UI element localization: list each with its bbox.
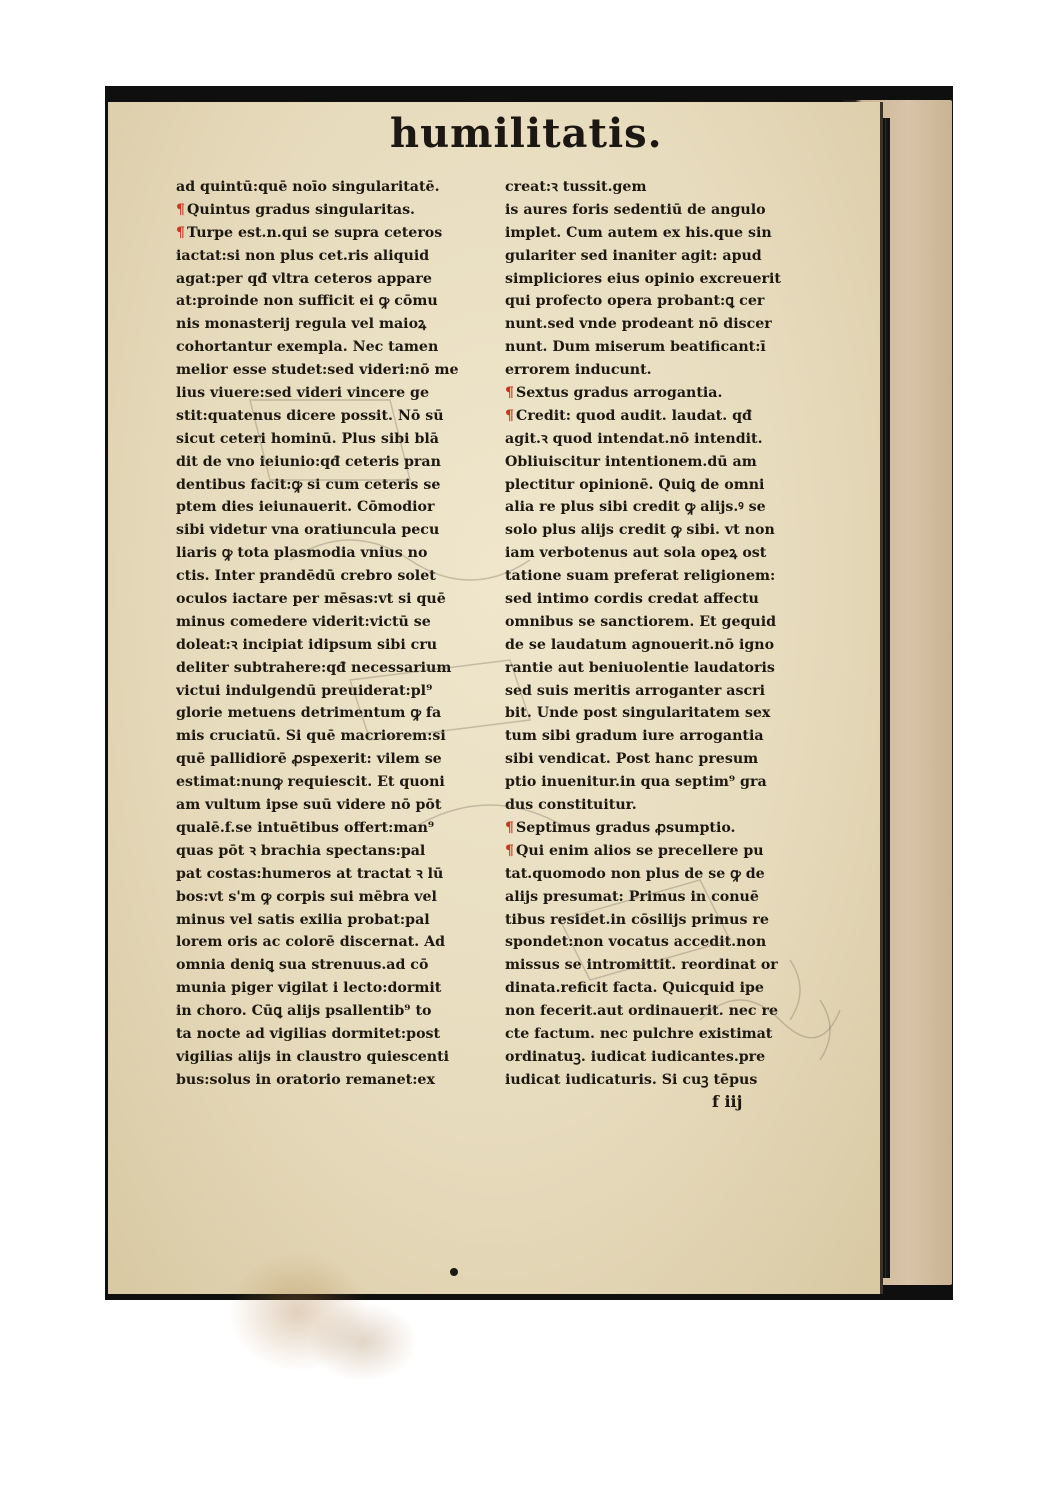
text-line-content: quas pōt ꝛ brachia spectans:pal (176, 842, 426, 859)
text-line-content: quē pallidiorē ꝓspexerit: vilem se (176, 751, 442, 768)
text-line-content: alia re plus sibi credit ꝙ alijs.ꝰ se (505, 499, 766, 516)
text-line (176, 382, 488, 405)
text-line-content: Obliuiscitur intentionem.dū am (505, 453, 757, 470)
text-line-content: nis monasterij regula vel maioꝝ (176, 316, 427, 333)
text-line (176, 817, 488, 840)
text-line (505, 199, 817, 222)
text-line-content: alijs presumat: Primus in conuē (505, 888, 759, 905)
rubric-pilcrow-icon: ¶ (505, 407, 515, 424)
text-line (176, 405, 488, 428)
text-line-content: victui indulgendū preuiderat:pl⁹ (176, 682, 433, 699)
text-line (505, 977, 817, 1000)
text-line (505, 588, 817, 611)
text-line-content: bus:solus in oratorio remanet:ex (176, 1071, 435, 1088)
text-line-content: dit de vno ieiunio:qđ ceteris pran (176, 453, 441, 470)
text-line (505, 451, 817, 474)
text-line-content: omnibus se sanctiorem. Et gequid (505, 613, 777, 630)
text-line (505, 909, 817, 932)
text-line (176, 748, 488, 771)
text-line (176, 268, 488, 291)
text-line (505, 794, 817, 817)
text-line-content: non fecerit.aut ordinauerit. nec re (505, 1003, 778, 1020)
text-line (505, 313, 817, 336)
text-line (176, 588, 488, 611)
text-line (505, 611, 817, 634)
rubric-pilcrow-icon: ¶ (176, 201, 186, 218)
text-line (176, 336, 488, 359)
text-line-content: simpliciores eius opinio excreuerit (505, 270, 781, 287)
text-line-content: ctis. Inter prandēdū crebro solet (176, 568, 436, 585)
text-line-content: dinata.reficit facta. Quicquid ipe (505, 980, 764, 997)
text-line (176, 634, 488, 657)
text-line-content: Sextus gradus arrogantia. (516, 385, 723, 402)
text-line-content: pat costas:humeros at tractat ꝛ lū (176, 865, 444, 882)
text-line (176, 1000, 488, 1023)
text-line-content: iactat:si non plus cet.ris aliquid (176, 247, 430, 264)
text-line (505, 1023, 817, 1046)
text-line (505, 1069, 817, 1092)
text-line (176, 359, 488, 382)
text-line-content: gulariter sed inaniter agit: apud (505, 247, 762, 264)
text-line (176, 428, 488, 451)
text-column-right (505, 176, 817, 1092)
text-line (176, 680, 488, 703)
text-line-content: in choro. Cūꝗ alijs psallentib⁹ to (176, 1003, 432, 1020)
rubric-pilcrow-icon: ¶ (176, 224, 186, 241)
text-line-content: doleat:ꝛ incipiat idipsum sibi cru (176, 636, 438, 653)
text-line-content: estimat:nunꝙ requiescit. Et quoni (176, 774, 445, 791)
text-line-content: glorie metuens detrimentum ꝙ fa (176, 705, 442, 722)
text-line (505, 840, 817, 863)
text-line-content: iudicat iudicaturis. Si cuꝫ tēpus (505, 1071, 758, 1088)
text-line (176, 222, 488, 245)
text-line-content: is aures foris sedentiū de angulo (505, 201, 766, 218)
text-line (176, 931, 488, 954)
text-line (176, 451, 488, 474)
text-line-content: tat.quomodo non plus de se ꝙ de (505, 865, 765, 882)
text-line-content: ptio inuenitur.in qua septim⁹ gra (505, 774, 767, 791)
text-line-content: de se laudatum agnouerit.nō igno (505, 636, 775, 653)
text-line-content: nunt.sed vnde prodeant nō discer (505, 316, 772, 333)
text-line (176, 1046, 488, 1069)
text-line-content: errorem inducunt. (505, 362, 652, 379)
text-line-content: vigilias alijs in claustro quiescenti (176, 1048, 450, 1065)
text-line (505, 863, 817, 886)
text-line (505, 519, 817, 542)
text-line (505, 382, 817, 405)
text-line-content: spondet:non vocatus accedit.non (505, 934, 767, 951)
text-line-content: missus se intromittit. reordinat or (505, 957, 778, 974)
text-line-content: nunt. Dum miserum beatificant:ī (505, 339, 766, 356)
text-line-content: ad quintū:quē noīo singularitatē. (176, 179, 440, 195)
text-line-content: sed intimo cordis credat affectu (505, 591, 759, 608)
text-line (176, 542, 488, 565)
water-stain (308, 1302, 418, 1382)
text-line (176, 1069, 488, 1092)
text-line-content: ptem dies ieiunauerit. Cōmodior (176, 499, 435, 516)
text-line-content: liaris ꝙ tota plasmodia vnius no (176, 545, 428, 562)
text-line-content: omnia deniꝗ sua strenuus.ad cō (176, 957, 429, 974)
text-line (176, 702, 488, 725)
text-line (505, 886, 817, 909)
text-line (176, 977, 488, 1000)
text-line (176, 840, 488, 863)
rubric-pilcrow-icon: ¶ (505, 385, 515, 402)
running-head-title: humilitatis. (390, 110, 663, 157)
text-line (505, 1000, 817, 1023)
text-line-content: Septimus gradus ꝓsumptio. (516, 819, 736, 836)
text-line-content: solo plus alijs credit ꝙ sibi. vt non (505, 522, 775, 539)
text-line-content: Quintus gradus singularitas. (187, 201, 416, 218)
rubric-pilcrow-icon: ¶ (505, 819, 515, 836)
text-line (505, 680, 817, 703)
text-line (505, 542, 817, 565)
text-line-content: dus constituitur. (505, 797, 637, 814)
text-line-content: Turpe est.n.qui se supra ceteros (187, 224, 443, 241)
text-line (176, 771, 488, 794)
text-line-content: melior esse studet:sed videri:nō me (176, 362, 459, 379)
text-line-content: oculos iactare per mēsas:vt si quē (176, 591, 446, 608)
text-line (505, 336, 817, 359)
text-line (505, 657, 817, 680)
text-line-content: cohortantur exempla. Nec tamen (176, 339, 439, 356)
text-line-content: minus vel satis exilia probat:pal (176, 911, 430, 928)
text-line (176, 725, 488, 748)
text-line-content: sed suis meritis arroganter ascri (505, 682, 765, 699)
text-line (176, 909, 488, 932)
text-line (176, 886, 488, 909)
text-line (505, 176, 817, 199)
text-line-content: ordinatuꝫ. iudicat iudicantes.pre (505, 1048, 766, 1065)
text-line (176, 954, 488, 977)
text-line-content: qualē.f.se intuētibus offert:man⁹ (176, 819, 435, 836)
text-column-left (176, 176, 488, 1092)
text-line-content: mis cruciatū. Si quē macriorem:si (176, 728, 446, 745)
text-line (176, 657, 488, 680)
text-line-content: rantie aut beniuolentie laudatoris (505, 659, 775, 676)
text-line-content: tum sibi gradum iure arrogantia (505, 728, 764, 745)
text-line-content: cte factum. nec pulchre existimat (505, 1025, 773, 1042)
text-line (176, 863, 488, 886)
text-line (505, 725, 817, 748)
text-line (505, 474, 817, 497)
text-line (176, 794, 488, 817)
text-line-content: bit. Unde post singularitatem sex (505, 705, 771, 722)
text-line (176, 290, 488, 313)
text-line-content: implet. Cum autem ex his.que sin (505, 224, 772, 241)
text-line-content: sibi videtur vna oratiuncula pecu (176, 522, 440, 539)
text-line (505, 748, 817, 771)
text-line (505, 1046, 817, 1069)
text-line-content: tatione suam preferat religionem: (505, 568, 776, 585)
text-line-content: ta nocte ad vigilias dormitet:post (176, 1025, 441, 1042)
text-line-content: at:proinde non sufficit ei ꝙ cōmu (176, 293, 438, 310)
text-line (176, 313, 488, 336)
text-line (505, 565, 817, 588)
text-line (176, 245, 488, 268)
text-line-content: agit.ꝛ quod intendat.nō intendit. (505, 430, 763, 447)
text-line-content: minus comedere viderit:victū se (176, 613, 431, 630)
text-line (176, 199, 488, 222)
text-line (176, 474, 488, 497)
text-line (176, 1023, 488, 1046)
text-line-content: lius viuere:sed videri vincere ge (176, 385, 429, 402)
text-line-content: creat:ꝛ tussit.gem (505, 179, 647, 195)
text-line-content: am vultum ipse suū videre nō pōt (176, 797, 442, 814)
text-line (505, 428, 817, 451)
rubric-pilcrow-icon: ¶ (505, 842, 515, 859)
text-line-content: deliter subtrahere:qđ necessarium (176, 659, 452, 676)
text-line (176, 496, 488, 519)
text-line-content: Credit: quod audit. laudat. qđ (516, 407, 752, 424)
text-line (505, 771, 817, 794)
text-line (505, 702, 817, 725)
text-line-content: lorem oris ac colorē discernat. Ad (176, 934, 446, 951)
text-line-content: qui profecto opera probant:ꝗ cer (505, 293, 765, 310)
text-line (505, 634, 817, 657)
text-line-content: sicut ceteri hominū. Plus sibi blā (176, 430, 439, 447)
text-line-content: tibus residet.in cōsilijs primus re (505, 911, 769, 928)
text-line (505, 954, 817, 977)
text-line (505, 817, 817, 840)
text-line (505, 931, 817, 954)
text-line-content: bos:vt s'm ꝙ corpis sui mēbra vel (176, 888, 437, 905)
text-line (505, 245, 817, 268)
text-line (176, 176, 488, 199)
text-line-content: plectitur opinionē. Quiꝗ de omni (505, 476, 765, 493)
text-line-content: stit:quatenus dicere possit. Nō sū (176, 407, 444, 424)
text-line-content: dentibus facit:ꝙ si cum ceteris se (176, 476, 441, 493)
text-line (505, 405, 817, 428)
text-line-content: munia piger vigilat i lecto:dormit (176, 980, 442, 997)
text-line-content: agat:per qđ vltra ceteros appare (176, 270, 432, 287)
text-line (505, 290, 817, 313)
text-line (176, 611, 488, 634)
bottom-dot-mark (450, 1268, 458, 1276)
text-line-content: iam verbotenus aut sola opeꝝ ost (505, 545, 767, 562)
text-line (505, 222, 817, 245)
text-line (505, 496, 817, 519)
text-line (505, 268, 817, 291)
signature-mark: f iij (712, 1092, 743, 1111)
text-line (176, 519, 488, 542)
text-line-content: Qui enim alios se precellere pu (516, 842, 764, 859)
text-line (505, 359, 817, 382)
text-line-content: sibi vendicat. Post hanc presum (505, 751, 759, 768)
text-line (176, 565, 488, 588)
